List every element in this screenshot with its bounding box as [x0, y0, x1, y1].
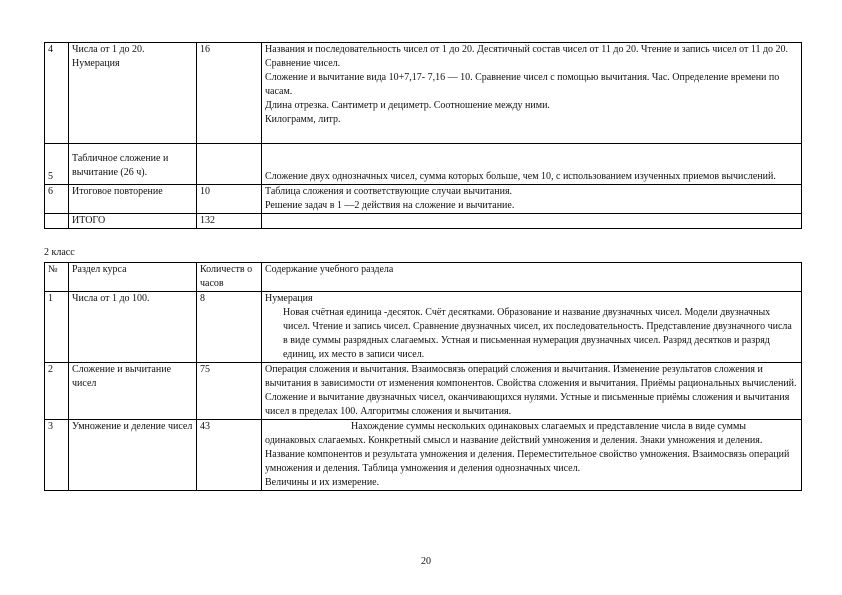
row-number	[45, 214, 69, 229]
section-name: Сложение и вычитание чисел	[69, 363, 197, 420]
hours-cell: 16	[197, 43, 262, 144]
curriculum-table-grade2	[44, 262, 802, 491]
table-row	[45, 420, 802, 491]
table-row	[45, 185, 802, 214]
content-cell	[262, 214, 802, 229]
section-name: Табличное сложение и вычитание (26 ч).	[69, 144, 197, 185]
row-number: 5	[45, 144, 69, 185]
content-line: Сложение и вычитание вида 10+7,17- 7,16 — 10. Сравнение чисел с помощью вычитания. Час. Определение времени по часам.	[265, 72, 780, 97]
content-line: Величины и их измерение.	[265, 477, 380, 488]
section-name: Числа от 1 до 100.	[69, 292, 197, 363]
content-line: Нумерация	[265, 293, 313, 304]
total-label: ИТОГО	[69, 214, 197, 229]
section-name: Числа от 1 до 20. Нумерация	[69, 43, 197, 144]
curriculum-table-continued	[44, 42, 802, 229]
table-row	[45, 43, 802, 144]
hours-cell: 43	[197, 420, 262, 491]
row-number: 2	[45, 363, 69, 420]
header-content: Содержание учебного раздела	[262, 263, 802, 292]
content-line: Названия и последовательность чисел от 1 до 20. Десятичный состав чисел от 11 до 20. Чтение и запись чисел от 11 до 20. Сравнение чисел.	[265, 44, 789, 69]
content-line: Решение задач в 1 —2 действия на сложение и вычитание.	[265, 200, 515, 211]
hours-cell: 75	[197, 363, 262, 420]
hours-cell: 10	[197, 185, 262, 214]
page-number: 20	[421, 556, 431, 567]
table-row	[45, 292, 802, 363]
section-name: Итоговое повторение	[69, 185, 197, 214]
table-header-row	[45, 263, 802, 292]
content-cell: Операция сложения и вычитания. Взаимосвязь операций сложения и вычитания. Изменение результатов сложения и вычитания в зависимости от изменения компонентов. Свойства сложения и вычитания. Приёмы рациональных вычислений. Сложение и вычитание двузначных чисел, оканчивающихся нулями. Устные и письменные приёмы сложения и вычитания чисел в пределах 100. Алгоритмы сложения и вычитания.	[262, 363, 802, 420]
table-row	[45, 144, 802, 185]
table-row	[45, 363, 802, 420]
content-line: Килограмм, литр.	[265, 114, 341, 125]
content-cell: Сложение двух однозначных чисел, сумма которых больше, чем 10, с использованием изученных приемов вычислений.	[262, 144, 802, 185]
header-number: №	[45, 263, 69, 292]
header-hours: Количеств о часов	[197, 263, 262, 292]
row-number: 3	[45, 420, 69, 491]
section-name: Умножение и деление чисел	[69, 420, 197, 491]
table-row	[45, 214, 802, 229]
content-cell	[262, 292, 802, 363]
content-line: Новая счётная единица -десяток. Счёт десятками. Образование и название двузначных чисел. Модели двузначных чисел. Чтение и запись чисел. Сравнение двузначных чисел, их последовательность. Представление двузначного числа в виде суммы разрядных слагаемых. Устная и письменная нумерация двузначных чисел. Разряд десятков и разряд единиц, их место в записи чисел.	[283, 307, 792, 360]
content-cell	[262, 185, 802, 214]
hours-cell: 8	[197, 292, 262, 363]
row-number: 6	[45, 185, 69, 214]
class-label: 2 класс	[44, 247, 75, 258]
content-line: Таблица сложения и соответствующие случаи вычитания.	[265, 186, 513, 197]
content-cell	[262, 420, 802, 491]
total-hours: 132	[197, 214, 262, 229]
hours-cell	[197, 144, 262, 185]
header-section: Раздел курса	[69, 263, 197, 292]
content-line: Длина отрезка. Сантиметр и дециметр. Соотношение между ними.	[265, 100, 550, 111]
content-line: Нахождение суммы нескольких одинаковых слагаемых и представление числа в виде суммы одинаковых слагаемых. Конкретный смысл и название действий умножения и деления. Знаки умножения и деления. Название компонентов и результата умножения и деления. Переместительное свойство умножения. Взаимосвязь операций умножения и деления. Таблица умножения и деления однозначных чисел.	[265, 421, 790, 474]
row-number: 4	[45, 43, 69, 144]
content-cell	[262, 43, 802, 144]
row-number: 1	[45, 292, 69, 363]
